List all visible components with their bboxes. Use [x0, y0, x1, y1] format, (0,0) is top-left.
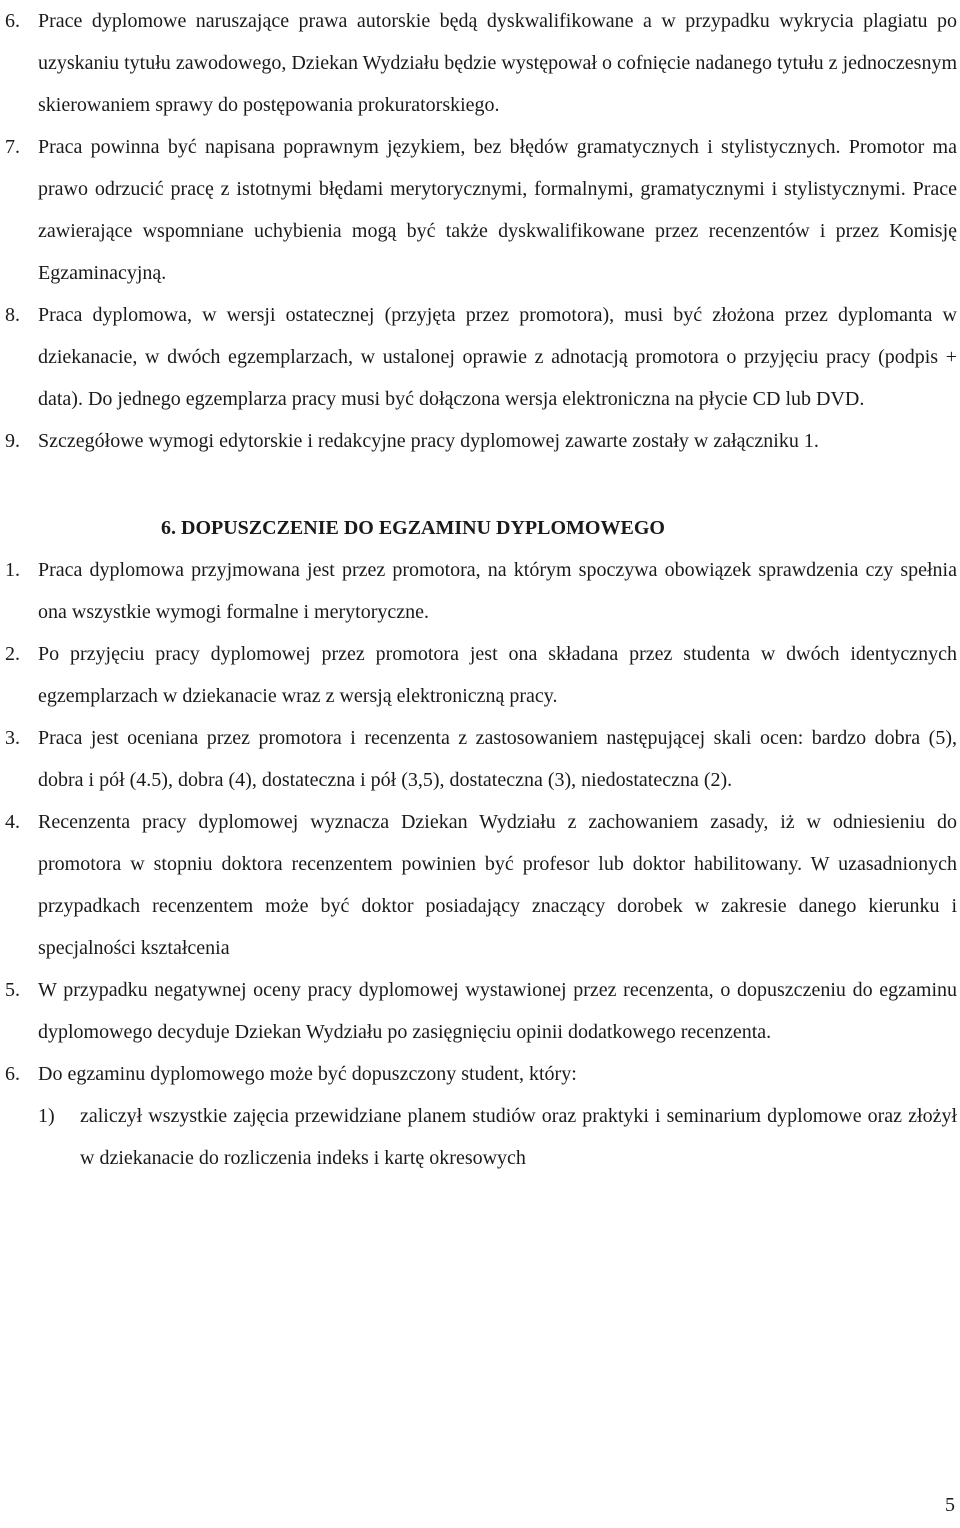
page-number: 5 — [945, 1494, 955, 1516]
item-number: 7. — [5, 136, 20, 158]
item-text: Praca powinna być napisana poprawnym językiem, bez błędów gramatycznych i stylistycznych. Promotor ma prawo odrzucić pracę z istotnymi błędami merytorycznymi, formalnymi, gramatycznymi i stylistycznymi. Prace zawierające wspomniane uchybienia mogą być także dyskwalifikowane przez recenzentów i przez Komisję Egzaminacyjną. — [38, 136, 957, 284]
sub-list-item — [0, 1095, 960, 1179]
item-number: 4. — [5, 811, 20, 833]
sub-item-text: zaliczył wszystkie zajęcia przewidziane planem studiów oraz praktyki i seminarium dyplomowe oraz złożył w dziekanacie do rozliczenia indeks i kartę okresowych — [80, 1105, 957, 1169]
item-number: 3. — [5, 727, 20, 749]
list-item — [0, 420, 960, 462]
item-text: Szczegółowe wymogi edytorskie i redakcyjne pracy dyplomowej zawarte zostały w załączniku 1. — [38, 430, 819, 452]
list-item — [0, 633, 960, 717]
item-number: 2. — [5, 643, 20, 665]
item-number: 6. — [5, 1063, 20, 1085]
item-text: W przypadku negatywnej oceny pracy dyplomowej wystawionej przez recenzenta, o dopuszczeniu do egzaminu dyplomowego decyduje Dziekan Wydziału po zasięgnięciu opinii dodatkowego recenzenta. — [38, 979, 957, 1043]
item-text: Recenzenta pracy dyplomowej wyznacza Dziekan Wydziału z zachowaniem zasady, iż w odniesieniu do promotora w stopniu doktora recenzentem powinien być profesor lub doktor habilitowany. W uzasadnionych przypadkach recenzentem może być doktor posiadający znaczący dorobek w zakresie danego kierunku i specjalności kształcenia — [38, 811, 957, 959]
list-item — [0, 1053, 960, 1095]
list-item — [0, 549, 960, 633]
item-text: Praca jest oceniana przez promotora i recenzenta z zastosowaniem następującej skali ocen: bardzo dobra (5), dobra i pół (4.5), dobra (4), dostateczna i pół (3,5), dostateczna (3), niedostateczna (2). — [38, 727, 957, 791]
list-item — [0, 294, 960, 420]
list-item — [0, 801, 960, 969]
item-text: Praca dyplomowa, w wersji ostatecznej (przyjęta przez promotora), musi być złożona przez dyplomanta w dziekanacie, w dwóch egzemplarzach, w ustalonej oprawie z adnotacją promotora o przyjęciu pracy (podpis + data). Do jednego egzemplarza pracy musi być dołączona wersja elektroniczna na płycie CD lub DVD. — [38, 304, 957, 410]
list-item — [0, 0, 960, 126]
item-text: Prace dyplomowe naruszające prawa autorskie będą dyskwalifikowane a w przypadku wykrycia plagiatu po uzyskaniu tytułu zawodowego, Dziekan Wydziału będzie występował o cofnięcie nadanego tytułu z jednoczesnym skierowaniem sprawy do postępowania prokuratorskiego. — [38, 10, 957, 116]
section-heading: 6. DOPUSZCZENIE DO EGZAMINU DYPLOMOWEGO — [161, 517, 665, 539]
item-number: 5. — [5, 979, 20, 1001]
list-item — [0, 717, 960, 801]
item-number: 8. — [5, 304, 20, 326]
item-text: Po przyjęciu pracy dyplomowej przez promotora jest ona składana przez studenta w dwóch identycznych egzemplarzach w dziekanacie wraz z wersją elektroniczną pracy. — [38, 643, 957, 707]
list-item — [0, 969, 960, 1053]
sub-item-number: 1) — [38, 1105, 55, 1127]
item-text: Do egzaminu dyplomowego może być dopuszczony student, który: — [38, 1063, 577, 1085]
item-number: 6. — [5, 10, 20, 32]
item-number: 1. — [5, 559, 20, 581]
item-text: Praca dyplomowa przyjmowana jest przez promotora, na którym spoczywa obowiązek sprawdzenia czy spełnia ona wszystkie wymogi formalne i merytoryczne. — [38, 559, 957, 623]
list-item — [0, 126, 960, 294]
item-number: 9. — [5, 430, 20, 452]
